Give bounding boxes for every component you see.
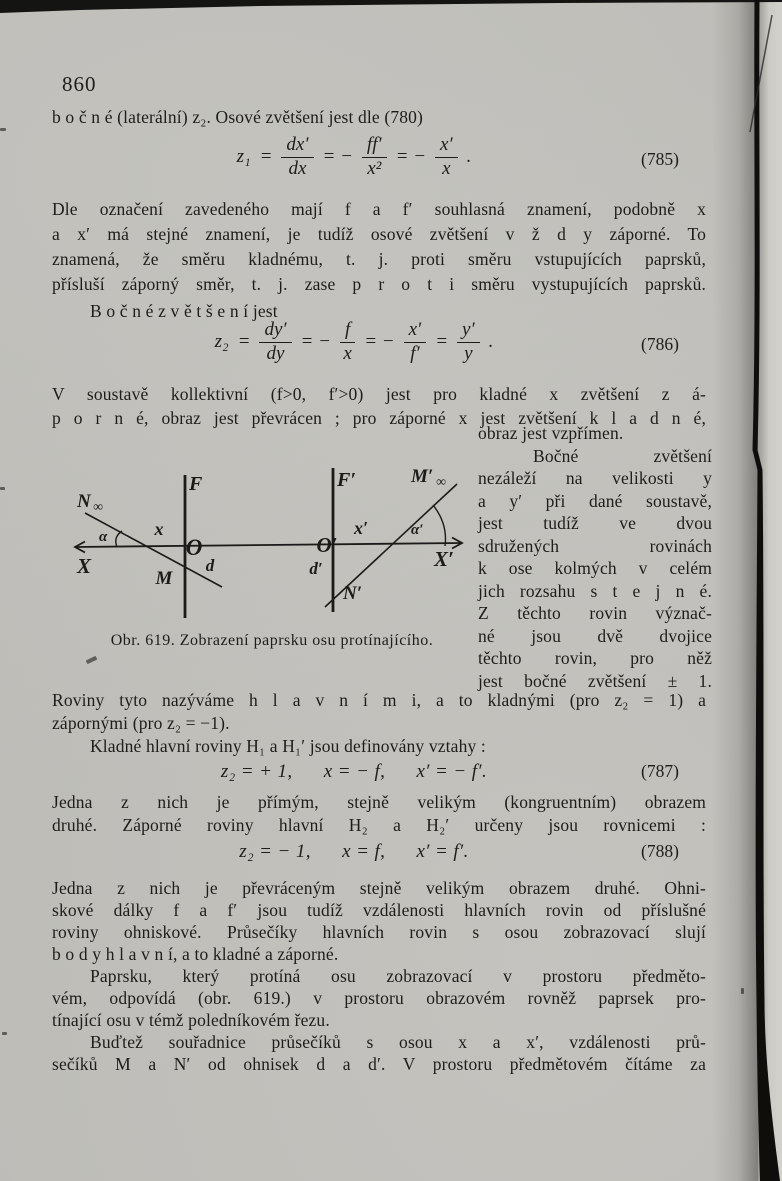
- optical-axis: [75, 543, 462, 547]
- eq-rel: = −: [300, 331, 331, 353]
- scan-artifact-top-edge: [0, 0, 782, 13]
- label-F-prime: F′: [337, 469, 356, 491]
- column-line: sdružených rovinách: [478, 536, 712, 556]
- body-line: skové dálky f a f′ jsou tudíž vzdálenosti hlavních rovin od příslušné: [52, 900, 706, 920]
- label-F: F: [189, 473, 203, 495]
- label-alpha: α: [99, 529, 108, 545]
- body-line: Paprsku, který protíná osu zobrazovací v prostoru předměto-: [90, 966, 706, 986]
- eq-term: x′ = f′.: [416, 841, 469, 862]
- equation-tag-787: (787): [641, 761, 679, 781]
- column-line: Bočné zvětšení: [533, 446, 712, 466]
- eq-term: x′ = − f′.: [416, 761, 488, 782]
- ray-image-space: [325, 484, 457, 607]
- scan-speck: [0, 128, 6, 131]
- body-line: B o č n é z v ě t š e n í jest: [90, 301, 278, 321]
- next-page-strip: [758, 0, 782, 1181]
- eq-period: .: [466, 146, 472, 168]
- eq-period: .: [488, 331, 494, 353]
- label-O: O: [185, 535, 203, 560]
- body-line: sečíků M a N′ od ohnisek d a d′. V prostoru předmětovém čítáme za: [52, 1054, 706, 1074]
- body-line: zápornými (pro z₂ = −1).: [52, 713, 230, 733]
- label-X-prime: X′: [434, 547, 454, 571]
- label-d: d: [205, 556, 215, 575]
- column-line: obraz jest vzpřímen.: [478, 423, 624, 443]
- eq-term: x = f,: [342, 841, 386, 862]
- body-line: přísluší záporný směr, t. j. zase p r o t i směru vystupujících paprsků.: [52, 274, 706, 294]
- scan-speck: [741, 988, 744, 994]
- equation-tag-785: (785): [641, 149, 679, 169]
- eq-rel: =: [237, 331, 251, 353]
- label-N-prime: N′: [343, 583, 363, 604]
- column-line: Z těchto rovin význač-: [478, 603, 712, 623]
- label-N-infinity: N: [77, 491, 91, 512]
- axis-right-arrow-icon: [452, 538, 462, 549]
- body-line: tínající osu v témž poledníkovém řezu.: [52, 1010, 330, 1030]
- fraction: $\frac{ff'}{\text{x²}}$: [362, 135, 387, 179]
- page-curl-shadow: [712, 0, 760, 1181]
- body-line: a x′ má stejné znamení, je tudíž osové zvětšení v ž d y záporné. To: [52, 224, 706, 244]
- body-line: b o č n é (laterální) z₂. Osové zvětšení jest dle (780): [52, 107, 424, 127]
- axis-left-arrow-icon: [75, 542, 85, 553]
- equation-786: [52, 320, 656, 364]
- equation-788: [52, 841, 656, 863]
- eq-rel: =: [259, 146, 273, 168]
- angle-alpha-arc: [116, 531, 122, 547]
- scan-speck: [86, 656, 98, 664]
- column-line: těchto rovin, pro něž: [478, 648, 712, 668]
- page-number: 860: [62, 72, 97, 96]
- column-line: jich rozsahu s t e j n é.: [478, 581, 712, 601]
- fraction: $\frac{dx'}{dx}$: [281, 135, 313, 179]
- fraction: $\frac{f}{x}$: [340, 320, 355, 364]
- column-line: nezáleží na velikosti y: [478, 468, 712, 488]
- fraction: $\frac{y'}{y}$: [457, 320, 480, 364]
- body-line: znamená, že směru kladnému, t. j. proti směru vstupujících paprsků,: [52, 249, 706, 269]
- eq-rel: = −: [395, 146, 427, 168]
- fraction: $\frac{x'}{f'}$: [404, 320, 427, 364]
- label-M: M: [155, 568, 173, 589]
- label-d-prime: d′: [309, 559, 323, 578]
- scan-speck: [2, 1032, 7, 1035]
- scan-speck: [0, 487, 5, 490]
- fraction: $\frac{x'}{x}$: [435, 135, 458, 179]
- eq-lhs: z₂: [214, 331, 229, 353]
- body-line: p o r n é, obraz jest převrácen ; pro záporné x jest zvětšení k l a d n é,: [52, 408, 706, 428]
- eq-rel: = −: [322, 146, 353, 168]
- label-X: X: [77, 554, 92, 578]
- fraction: $\frac{dy'}{dy}$: [259, 320, 291, 364]
- label-N-infinity-sub: ∞: [93, 500, 103, 515]
- body-line: druhé. Záporné roviny hlavní H₂ a H₂′ určeny jsou rovnicemi :: [52, 815, 706, 835]
- body-line: Jedna z nich je přímým, stejně velikým (kongruentním) obrazem: [52, 792, 706, 812]
- label-M-prime-infinity-sub: ∞: [436, 475, 446, 490]
- column-line: né jsou dvě dvojice: [478, 626, 712, 646]
- column-line: jest tudíž ve dvou: [478, 513, 712, 533]
- body-line: Dle označení zavedeného mají f a f′ souhlasná znamení, podobně x: [52, 199, 706, 219]
- eq-rel: = −: [364, 331, 395, 353]
- ray-object-space: [85, 513, 222, 587]
- column-line: k ose kolmých v celém: [478, 558, 712, 578]
- body-line: roviny ohniskové. Průsečíky hlavních rovin s osou zobrazovací slují: [52, 922, 706, 942]
- label-M-prime-infinity: M′: [411, 466, 434, 487]
- equation-tag-786: (786): [641, 334, 679, 354]
- label-alpha-prime: α′: [411, 522, 424, 538]
- figure-caption: Obr. 619. Zobrazení paprsku osu protínajícího.: [110, 632, 434, 649]
- eq-term: z₂ = − 1,: [239, 841, 311, 862]
- body-line: b o d y h l a v n í, a to kladné a záporné.: [52, 944, 339, 964]
- column-line: a y′ při dané soustavě,: [478, 491, 712, 511]
- body-line: Kladné hlavní roviny H₁ a H₁′ jsou definovány vztahy :: [90, 736, 486, 756]
- body-line: vém, odpovídá (obr. 619.) v prostoru obrazovém rovněž paprsek pro-: [52, 988, 706, 1008]
- eq-lhs: z₁: [236, 146, 251, 168]
- equation-787: [52, 761, 656, 783]
- eq-term: z₂ = + 1,: [220, 761, 293, 782]
- eq-term: x = − f,: [323, 761, 386, 782]
- angle-alpha-prime-arc: [433, 505, 446, 546]
- body-line: Jedna z nich je převráceným stejně velikým obrazem druhé. Ohni-: [52, 878, 706, 898]
- body-line: Buďtež souřadnice průsečíků s osou x a x′, vzdálenosti prů-: [90, 1032, 706, 1052]
- eq-rel: =: [435, 331, 449, 353]
- body-line: Roviny tyto nazýváme h l a v n í m i, a to kladnými (pro z₂ = 1) a: [52, 690, 706, 710]
- label-x: x: [154, 519, 164, 539]
- equation-tag-788: (788): [641, 841, 679, 861]
- label-x-prime: x′: [354, 518, 369, 538]
- column-line: jest bočné zvětšení ± 1.: [478, 671, 712, 691]
- equation-785: [52, 135, 656, 179]
- label-O-prime: O′: [316, 533, 338, 557]
- body-line: V soustavě kollektivní (f>0, f′>0) jest pro kladné x zvětšení z á-: [52, 384, 706, 404]
